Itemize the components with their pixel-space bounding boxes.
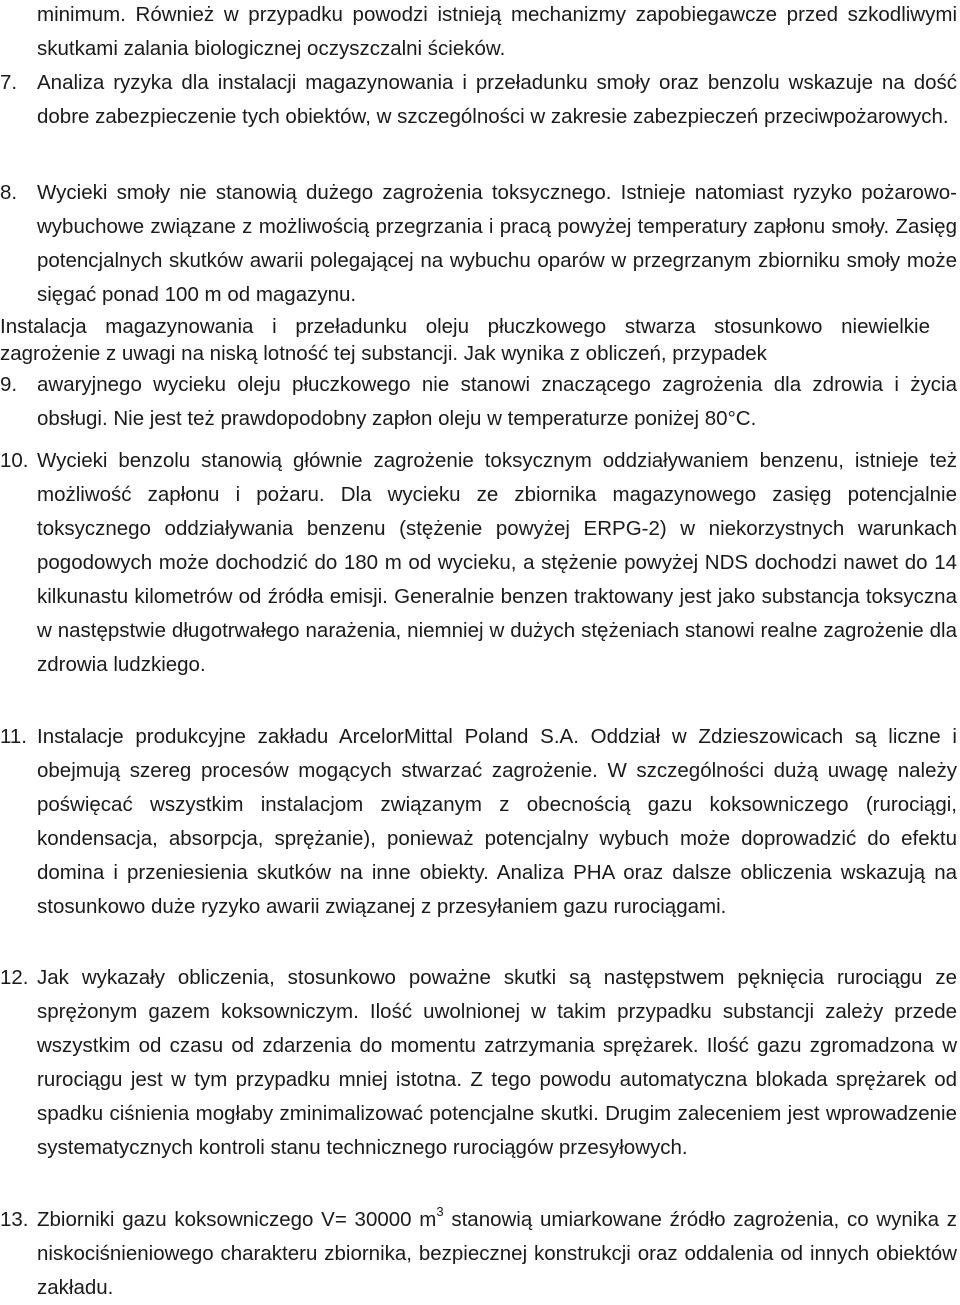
list-number: 11.	[0, 725, 27, 748]
text-before-superscript: Zbiorniki gazu koksowniczego V= 30000 m	[37, 1208, 437, 1231]
list-item-text: Jak wykazały obliczenia, stosunkowo poważne skutki są następstwem pęknięcia rurociągu ze sprężonym gazem koksowniczym. Ilość uwolnionej w takim przypadku substancji zależy przede wszystkim od czasu od zdarzenia do momentu zatrzymania sprężarek. Ilość gazu zgromadzona w rurociągu jest w tym przypadku mniej istotna. Z tego powodu automatyczna blokada sprężarek od spadku ciśnienia mogłaby zminimalizować potencjalne skutki. Drugim zaleceniem jest wprowadzenie systematycznych kontroli stanu technicznego rurociągów przesyłowych.	[37, 966, 957, 1159]
list-number: 9.	[0, 373, 18, 396]
list-item-text: awaryjnego wycieku oleju płuczkowego nie stanowi znaczącego zagrożenia dla zdrowia i życia obsługi. Nie jest też prawdopodobny zapłon oleju w temperaturze poniżej 80°C.	[37, 373, 957, 430]
list-number: 12.	[0, 966, 29, 989]
plain-paragraph: Instalacja magazynowania i przeładunku oleju płuczkowego stwarza stosunkowo niewielkie zagrożenie z uwagi na niską lotność tej substancji. Jak wynika z obliczeń, przypadek	[0, 315, 930, 365]
text-after-superscript: stanowią umiarkowane źródło zagrożenia, co wynika z niskociśnieniowego charakteru zbiornika, bezpiecznej konstrukcji oraz oddalenia od innych obiektów zakładu.	[37, 1208, 958, 1299]
list-item-text: Analiza ryzyka dla instalacji magazynowania i przeładunku smoły oraz benzolu wskazuje na dość dobre zabezpieczenie tych obiektów, w szczególności w zakresie zabezpieczeń przeciwpożarowych.	[37, 71, 957, 128]
superscript: 3	[436, 1204, 444, 1220]
list-item-text: Instalacje produkcyjne zakładu ArcelorMittal Poland S.A. Oddział w Zdzieszowicach są liczne i obejmują szereg procesów mogących stwarzać zagrożenie. W szczególności dużą uwagę należy poświęcać wszystkim instalacjom związanym z obecnością gazu koksowniczego (rurociągi, kondensacja, absorpcja, sprężanie), ponieważ potencjalny wybuch może doprowadzić do efektu domina i przeniesienia skutków na inne obiekty. Analiza PHA oraz dalsze obliczenia wskazują na stosunkowo duże ryzyko awarii związanej z przesyłaniem gazu rurociągami.	[37, 725, 957, 918]
list-number: 7.	[0, 71, 18, 94]
list-number: 13.	[0, 1208, 29, 1231]
list-number: 10.	[0, 449, 29, 472]
list-item-text: Wycieki smoły nie stanowią dużego zagrożenia toksycznego. Istnieje natomiast ryzyko pożarowo-wybuchowe związane z możliwością przegrzania i pracą powyżej temperatury zapłonu smoły. Zasięg potencjalnych skutków awarii polegającej na wybuchu oparów w przegrzanym zbiorniku smoły może sięgać ponad 100 m od magazynu.	[37, 181, 957, 306]
list-item-text	[37, 1203, 957, 1305]
list-number: 8.	[0, 181, 18, 204]
paragraph-text: minimum. Również w przypadku powodzi istnieją mechanizmy zapobiegawcze przed szkodliwymi skutkami zalania biologicznej oczyszczalni ścieków.	[37, 3, 957, 60]
list-item-text: Wycieki benzolu stanowią głównie zagrożenie toksycznym oddziaływaniem benzenu, istnieje też możliwość zapłonu i pożaru. Dla wycieku ze zbiornika magazynowego zasięg potencjalnie toksycznego oddziaływania benzenu (stężenie powyżej ERPG-2) w niekorzystnych warunkach pogodowych może dochodzić do 180 m od wycieku, a stężenie powyżej NDS dochodzi nawet do 14 kilkunastu kilometrów od źródła emisji. Generalnie benzen traktowany jest jako substancja toksyczna w następstwie długotrwałego narażenia, niemniej w dużych stężeniach stanowi realne zagrożenie dla zdrowia ludzkiego.	[37, 449, 957, 676]
